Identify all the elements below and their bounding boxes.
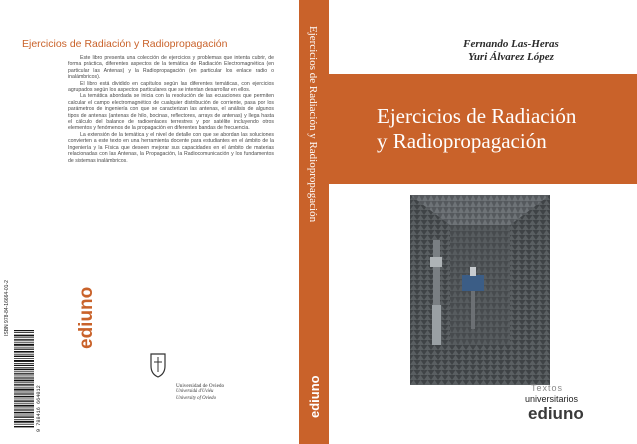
barcode-digits: 9 788416 664012 (36, 385, 42, 432)
university-name-english: University of Oviedo (176, 395, 216, 401)
blurb-paragraph: Este libro presenta una colección de ejercicios y problemas que intenta cubrir, de forma práctica, diferentes aspectos de la temática de Radiación Electromagnética (en particular las Antenas) y la Radiopropagación (en particular los enlace radio o inalámbricos). (68, 55, 274, 81)
blurb-paragraph: La extensión de la temática y el nivel de detalle con que se abordan las soluciones convierten a este texto en una herramienta docente para estudiantes en el ámbito de la Ingeniería y la Física que deseen mejorar sus capacidades en el ámbito de materias relacionadas con las Antenas, la Propagación, la Radiocomunicación y los fundamentos de sistemas inalámbricos. (68, 131, 274, 164)
publisher-logo-back: ediuno (76, 286, 97, 349)
anechoic-chamber-photo (410, 195, 550, 385)
book-spine (299, 0, 329, 444)
title-line: Ejercicios de Radiación (377, 104, 577, 128)
title-band (329, 74, 637, 184)
blurb-paragraph: El libro está dividido en capítulos según las diferentes temáticas, con ejercicios agrupados según los aspectos particulares que se intentan desarrollar en ellos. (68, 80, 274, 94)
back-cover-title: Ejercicios de Radiación y Radiopropagación (22, 38, 228, 50)
barcode-image (14, 330, 34, 428)
university-name: Universidad de Oviedo (176, 383, 225, 389)
publisher-logo-spine: ediuno (307, 375, 322, 418)
spine-title: Ejercicios de Radiación y Radiopropagación (307, 26, 319, 223)
back-cover (0, 0, 299, 444)
front-cover-title (377, 104, 627, 154)
blurb-paragraph: La temática abordada se inicia con la resolución de las ecuaciones que permiten calcular el campo electromagnético de cualquier distribución de corriente, pasa por los parámetros de ingeniería con que se caracterizan las antenas, el análisis de algunos tipos de antenas (antenas de hilo, bocinas, reflectores, arrays de antenas) y llega hasta el cálculo del balance de radioenlaces terrestres y por satélite incluyendo otros elementos y fenómenos de la propagación en diferentes bandas de frecuencia. (68, 93, 274, 132)
authors-block (411, 38, 611, 64)
isbn-label: ISBN 978-84-16664-01-2 (4, 280, 10, 336)
author-name: Fernando Las-Heras (463, 38, 559, 50)
author-name: Yuri Álvarez López (468, 51, 554, 63)
publisher-logo-front: ediuno (528, 404, 584, 423)
university-name-asturian: Universidá d'Uviéu (176, 389, 214, 395)
university-name-block (176, 383, 224, 402)
title-line: y Radiopropagación (377, 129, 547, 153)
back-cover-blurb (68, 55, 274, 164)
collection-label: universitarios (525, 394, 579, 404)
university-shield-icon (149, 352, 167, 378)
collection-label: Textos (531, 383, 564, 393)
front-cover (329, 0, 637, 444)
